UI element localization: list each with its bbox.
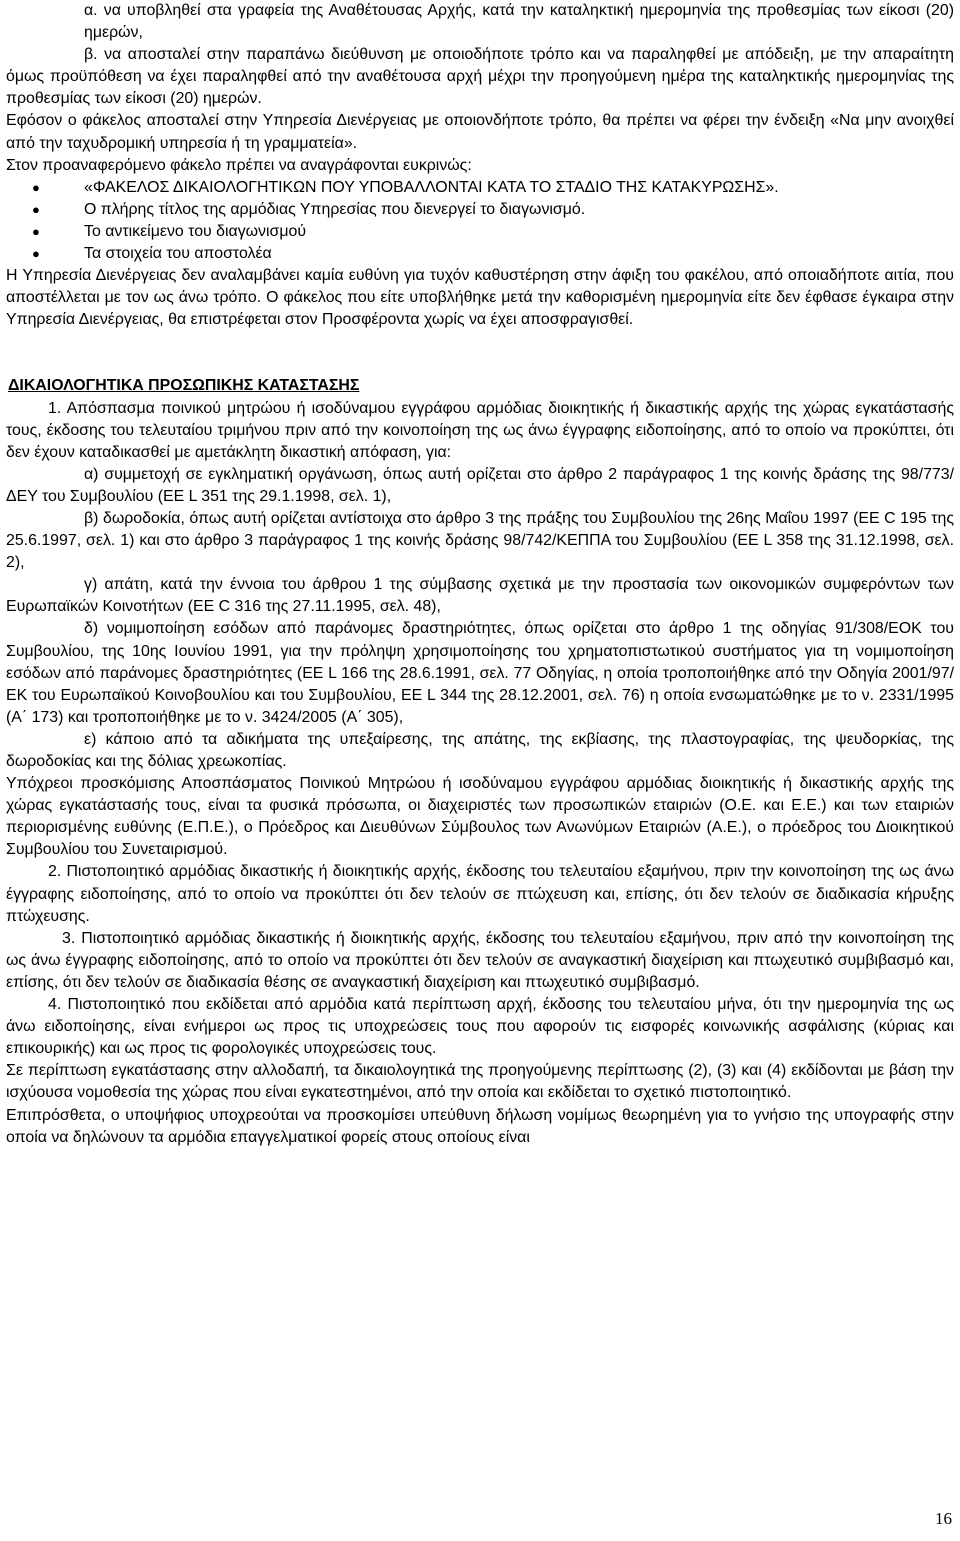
foreign-paragraph: Σε περίπτωση εγκατάστασης στην αλλοδαπή, τα δικαιολογητικά της προηγούμενης περίπτωσης (2), (3) και (4) εκδίδονται με βάση την ισχύουσα νομοθεσία της χώρας που είναι εγκατεστημένοι, από την οποία και εκδίδεται το σχετικό πιστοποιητικό.	[6, 1062, 954, 1102]
list-item: ● Το αντικείμενο του διαγωνισμού	[6, 221, 954, 243]
item-1-sub-e: ε) κάποιο από τα αδικήματα της υπεξαίρεσης, της απάτης, της εκβίασης, της πλαστογραφίας, της ψευδορκίας, της δωροδοκίας και της δόλιας χρεωκοπίας.	[6, 730, 954, 770]
item-b: β. να αποσταλεί στην παραπάνω διεύθυνση με οποιοδήποτε τρόπο και να παραληφθεί με απόδειξη, με την απαραίτητη όμως προϋπόθεση να έχει παραληφθεί από την αναθέτουσα αρχή μέχρι την προηγούμενη ημέρα της καταληκτικής ημερομηνίας της προθεσμίας των είκοσι (20) ημερών.	[6, 46, 954, 108]
bullet-icon: ●	[32, 179, 40, 195]
bullet-icon: ●	[32, 223, 40, 239]
additional-paragraph: Επιπρόσθετα, ο υποψήφιος υποχρεούται να προσκομίσει υπεύθυνη δήλωση νομίμως θεωρημένη για το γνήσιο της υπογραφής στην οποία να δηλώνουν τα αρμόδια επαγγελματικοί φορείς στους οποίους είναι	[6, 1106, 954, 1146]
item-4: 4. Πιστοποιητικό που εκδίδεται από αρμόδια κατά περίπτωση αρχή, έκδοσης του τελευταίου μήνα, ότι την ημερομηνία της ως άνω ειδοποίησης, είναι ενήμεροι ως προς τις υποχρεώσεις τους που αφορούν τις εισφορές κοινωνικής ασφάλισης (κύριας και επικουρικής) και ως προς τις φορολογικές υποχρεώσεις τους.	[6, 996, 954, 1058]
page-number: 16	[935, 1509, 952, 1528]
bullet-icon: ●	[32, 201, 40, 217]
envelope-bullet-list	[6, 177, 954, 265]
list-item: ● Τα στοιχεία του αποστολέα	[6, 243, 954, 265]
item-1-sub-d: δ) νομιμοποίηση εσόδων από παράνομες δραστηριότητες, όπως ορίζεται στο άρθρο 1 της οδηγίας 91/308/ΕΟΚ του Συμβουλίου, της 10ης Ιουνίου 1991, για την πρόληψη χρησιμοποίησης του χρηματοπιστωτικού συστήματος για τη νομιμοποίηση εσόδων από παράνομες δραστηριότητες (ΕΕ L 166 της 28.6.1991, σελ. 77 Οδηγίας, η οποία τροποποιήθηκε από την Οδηγία 2001/97/ΕΚ του Ευρωπαϊκού Κοινοβουλίου και του Συμβουλίου, ΕΕ L 344 της 28.12.2001, σελ. 76) η οποία ενσωματώθηκε με το ν. 2331/1995 (Α΄ 173) και τροποποιήθηκε με το ν. 3424/2005 (Α΄ 305),	[6, 620, 954, 726]
item-1-sub-b: β) δωροδοκία, όπως αυτή ορίζεται αντίστοιχα στο άρθρο 3 της πράξης του Συμβουλίου της 26ης Μαΐου 1997 (ΕΕ C 195 της 25.6.1997, σελ. 1) και στο άρθρο 3 παράγραφος 1 της κοινής δράσης 98/742/ΚΕΠΠΑ του Συμβουλίου (ΕΕ L 358 της 31.12.1998, σελ. 2),	[6, 509, 954, 572]
item-2: 2. Πιστοποιητικό αρμόδιας δικαστικής ή διοικητικής αρχής, έκδοσης του τελευταίου εξαμήνου, πριν την κοινοποίηση της ως άνω έγγραφης ειδοποίησης, από το οποίο να προκύπτει ότι δεν τελούν σε πτώχευση και, επίσης, ότι δεν τελούν σε διαδικασία κήρυξης πτώχευσης.	[6, 863, 954, 925]
envelope-note: Εφόσον ο φάκελος αποσταλεί στην Υπηρεσία Διενέργειας με οποιονδήποτε τρόπο, θα πρέπει να φέρει την ένδειξη «Να μην ανοιχθεί από την ταχυδρομική υπηρεσία ή τη γραμματεία».	[6, 112, 954, 152]
item-3: 3. Πιστοποιητικό αρμόδιας δικαστικής ή διοικητικής αρχής, έκδοσης του τελευταίου εξαμήνου, πριν από την κοινοποίηση της ως άνω έγγραφης ειδοποίησης, από το οποίο να προκύπτει ότι δεν τελούν σε αναγκαστική διαχείριση και πτωχευτικό συμβιβασμό και, επίσης, ότι δεν τελούν σε διαδικασία θέσης σε αναγκαστική διαχείριση και πτωχευτικό συμβιβασμό.	[6, 929, 954, 991]
document-page	[6, 0, 954, 1149]
item-1-sub-a: α) συμμετοχή σε εγκληματική οργάνωση, όπως αυτή ορίζεται στο άρθρο 2 παράγραφος 1 της κοινής δράσης της 98/773/ΔΕΥ του Συμβουλίου (ΕΕ L 351 της 29.1.1998, σελ. 1),	[6, 465, 954, 505]
section-heading: ΔΙΚΑΙΟΛΟΓΗΤΙΚΑ ΠΡΟΣΩΠΙΚΗΣ ΚΑΤΑΣΤΑΣΗΣ	[8, 377, 360, 395]
item-a: α. να υποβληθεί στα γραφεία της Αναθέτουσας Αρχής, κατά την καταληκτική ημερομηνία της προθεσμίας των είκοσι (20) ημερών,	[84, 2, 954, 42]
item-1: 1. Απόσπασμα ποινικού μητρώου ή ισοδύναμου εγγράφου αρμόδιας διοικητικής ή δικαστικής αρχής της χώρας εγκατάστασής τους, έκδοσης του τελευταίου τριμήνου πριν από την κοινοποίηση της ως άνω έγγραφης ειδοποίησης, από το οποίο να προκύπτει, ότι δεν έχουν καταδικασθεί με αμετάκλητη δικαστική απόφαση, για:	[6, 399, 954, 461]
bullet-icon: ●	[32, 246, 40, 262]
section-spacer	[6, 331, 954, 375]
list-item: ● Ο πλήρης τίτλος της αρμόδιας Υπηρεσίας που διενεργεί το διαγωνισμό.	[6, 199, 954, 221]
item-1-sub-c: γ) απάτη, κατά την έννοια του άρθρου 1 της σύμβασης σχετικά με την προστασία των οικονομικών συμφερόντων των Ευρωπαϊκών Κοινοτήτων (ΕΕ C 316 της 27.11.1995, σελ. 48),	[6, 576, 954, 616]
list-item: ● «ΦΑΚΕΛΟΣ ΔΙΚΑΙΟΛΟΓΗΤΙΚΩΝ ΠΟΥ ΥΠΟΒΑΛΛΟΝΤΑΙ ΚΑΤΑ ΤΟ ΣΤΑΔΙΟ ΤΗΣ ΚΑΤΑΚΥΡΩΣΗΣ».	[6, 177, 954, 199]
envelope-intro: Στον προαναφερόμενο φάκελο πρέπει να αναγράφονται ευκρινώς:	[6, 156, 472, 174]
obligation-paragraph: Υπόχρεοι προσκόμισης Αποσπάσματος Ποινικού Μητρώου ή ισοδύναμου εγγράφου αρμόδιας διοικητικής ή δικαστικής αρχής της χώρας εγκατάστασής τους, είναι τα φυσικά πρόσωπα, οι διαχειριστές των προσωπικών εταιριών (Ο.Ε. και Ε.Ε.) και των εταιριών περιορισμένης ευθύνης (Ε.Π.Ε.), ο Πρόεδρος και Διευθύνων Σύμβουλος των Ανωνύμων Εταιριών (Α.Ε.), ο πρόεδρος του Διοικητικού Συμβουλίου του Συνεταιρισμού.	[6, 775, 954, 859]
liability-paragraph: Η Υπηρεσία Διενέργειας δεν αναλαμβάνει καμία ευθύνη για τυχόν καθυστέρηση στην άφιξη του φακέλου, από οποιαδήποτε αιτία, που αποστέλλεται με τον ως άνω τρόπο. Ο φάκελος που είτε υποβλήθηκε μετά την καθορισμένη ημερομηνία είτε δεν έφθασε έγκαιρα στην Υπηρεσία Διενέργειας, θα επιστρέφεται στον Προσφέροντα χωρίς να έχει αποσφραγισθεί.	[6, 267, 954, 329]
